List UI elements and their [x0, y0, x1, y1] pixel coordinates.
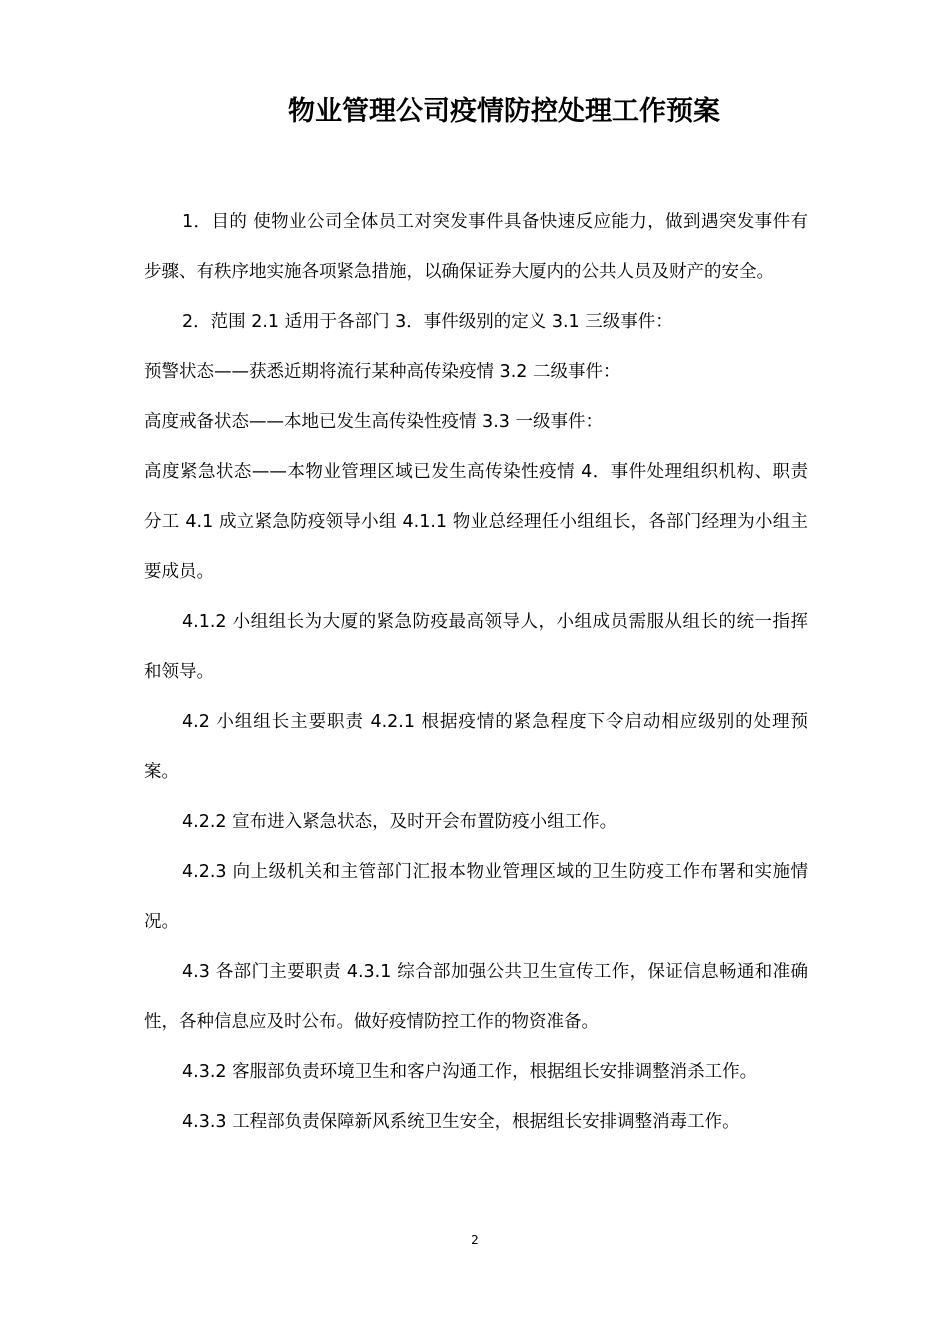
- paragraph-purpose: 1．目的 使物业公司全体员工对突发事件具备快速反应能力，做到遇突发事件有步骤、有秩序地实施各项紧急措施，以确保证券大厦内的公共人员及财产的安全。: [144, 212, 808, 282]
- paragraph-level-3: 预警状态——获悉近期将流行某种高传染疫情 3.2 二级事件：: [144, 362, 621, 382]
- paragraph-4-3-3: 4.3.3 工程部负责保障新风系统卫生安全，根据组长安排调整消毒工作。: [182, 1112, 740, 1132]
- paragraph-4-2-2: 4.2.2 宣布进入紧急状态，及时开会布置防疫小组工作。: [182, 812, 618, 832]
- paragraph-level-1-organization: 高度紧急状态——本物业管理区域已发生高传染性疫情 4．事件处理组织机构、职责分工 4.1 成立紧急防疫领导小组 4.1.1 物业总经理任小组组长，各部门经理为小组主要成员。: [144, 462, 808, 582]
- paragraph-4-3: 4.3 各部门主要职责 4.3.1 综合部加强公共卫生宣传工作，保证信息畅通和准确性，各种信息应及时公布。做好疫情防控工作的物资准备。: [144, 962, 808, 1032]
- paragraph-4-1-2: 4.1.2 小组组长为大厦的紧急防疫最高领导人，小组成员需服从组长的统一指挥和领导。: [144, 612, 808, 682]
- paragraph-scope: 2．范围 2.1 适用于各部门 3．事件级别的定义 3.1 三级事件：: [182, 312, 673, 332]
- document-body: [144, 197, 808, 1147]
- document-title: 物业管理公司疫情防控处理工作预案: [288, 96, 720, 127]
- paragraph-4-2: 4.2 小组组长主要职责 4.2.1 根据疫情的紧急程度下令启动相应级别的处理预案。: [144, 712, 808, 782]
- paragraph-level-2: 高度戒备状态——本地已发生高传染性疫情 3.3 一级事件：: [144, 412, 603, 432]
- paragraph-4-2-3: 4.2.3 向上级机关和主管部门汇报本物业管理区域的卫生防疫工作布署和实施情况。: [144, 862, 808, 932]
- paragraph-4-3-2: 4.3.2 客服部负责环境卫生和客户沟通工作，根据组长安排调整消杀工作。: [182, 1062, 758, 1082]
- page-number: 2: [471, 1233, 479, 1247]
